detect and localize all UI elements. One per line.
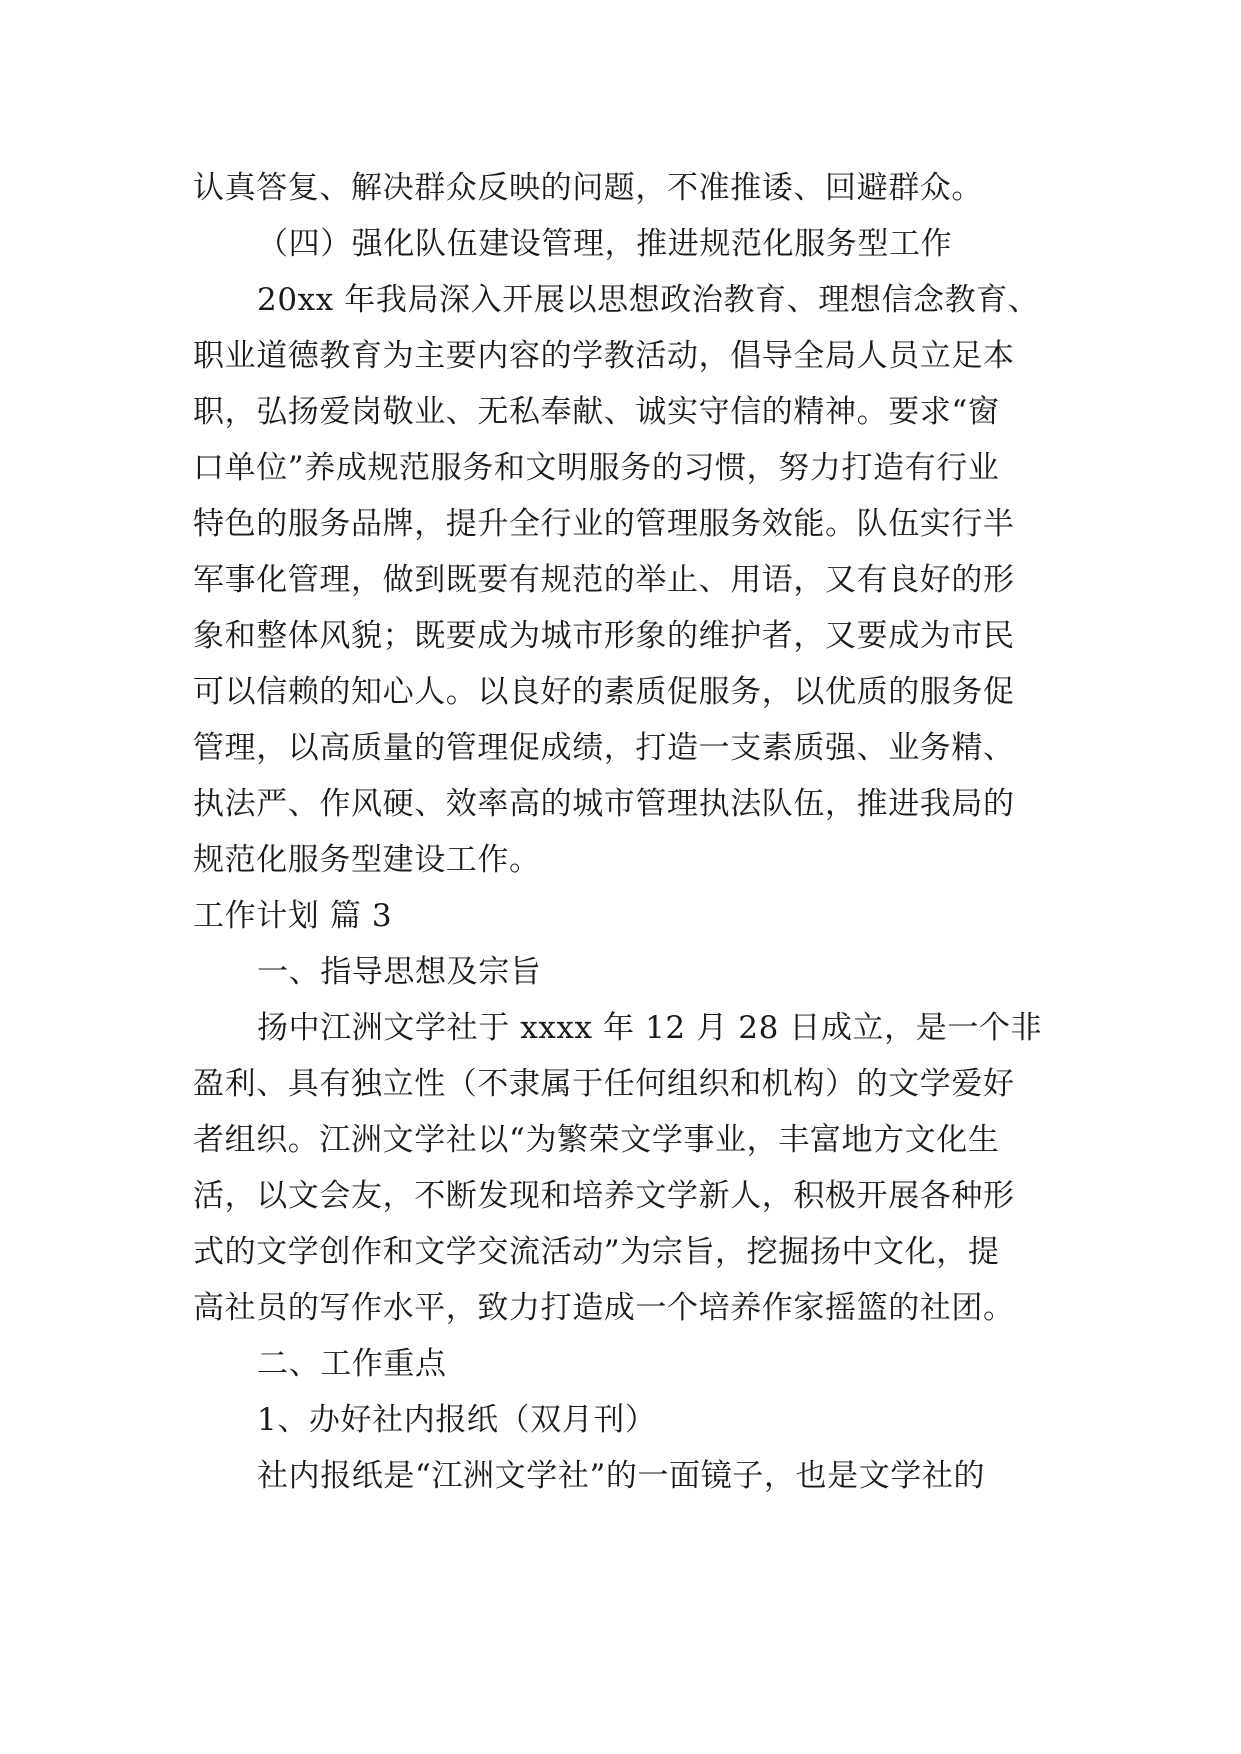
text-line: 式的文学创作和文学交流活动”为宗旨，挖掘扬中文化，提 (193, 1234, 1000, 1270)
text-line: 可以信赖的知心人。以良好的素质促服务，以优质的服务促 (193, 674, 1015, 710)
section-heading: 一、指导思想及宗旨 (257, 954, 542, 990)
article-title: 工作计划 篇 3 (193, 898, 393, 934)
document-page (193, 160, 1073, 1504)
text-line: 社内报纸是“江洲文学社”的一面镜子，也是文学社的 (257, 1458, 986, 1494)
section-heading: （四）强化队伍建设管理，推进规范化服务型工作 (257, 226, 953, 262)
text-line: 20xx 年我局深入开展以思想政治教育、理想信念教育、 (257, 282, 1040, 318)
text-line: 军事化管理，做到既要有规范的举止、用语，又有良好的形 (193, 562, 1015, 598)
text-line: 扬中江洲文学社于 xxxx 年 12 月 28 日成立，是一个非 (257, 1010, 1043, 1046)
text-line: 规范化服务型建设工作。 (193, 842, 541, 878)
text-line: 高社员的写作水平，致力打造成一个培养作家摇篮的社团。 (193, 1290, 1015, 1326)
text-line: 管理，以高质量的管理促成绩，打造一支素质强、业务精、 (193, 730, 1015, 766)
text-line: 执法严、作风硬、效率高的城市管理执法队伍，推进我局的 (193, 786, 1015, 822)
text-line: 活，以文会友，不断发现和培养文学新人，积极开展各种形 (193, 1178, 1015, 1214)
text-line: 认真答复、解决群众反映的问题，不准推诿、回避群众。 (193, 170, 983, 206)
section-heading: 二、工作重点 (257, 1346, 447, 1382)
text-line: 职业道德教育为主要内容的学教活动，倡导全局人员立足本 (193, 338, 1015, 374)
subsection-heading: 1、办好社内报纸（双月刊） (257, 1402, 657, 1438)
text-line: 特色的服务品牌，提升全行业的管理服务效能。队伍实行半 (193, 506, 1015, 542)
text-line: 职，弘扬爱岗敬业、无私奉献、诚实守信的精神。要求“窗 (193, 394, 1000, 430)
text-line: 盈利、具有独立性（不隶属于任何组织和机构）的文学爱好 (193, 1066, 1015, 1102)
text-line: 象和整体风貌；既要成为城市形象的维护者，又要成为市民 (193, 618, 1015, 654)
text-line: 者组织。江洲文学社以“为繁荣文学事业，丰富地方文化生 (193, 1122, 1000, 1158)
text-line: 口单位”养成规范服务和文明服务的习惯，努力打造有行业 (193, 450, 1000, 486)
